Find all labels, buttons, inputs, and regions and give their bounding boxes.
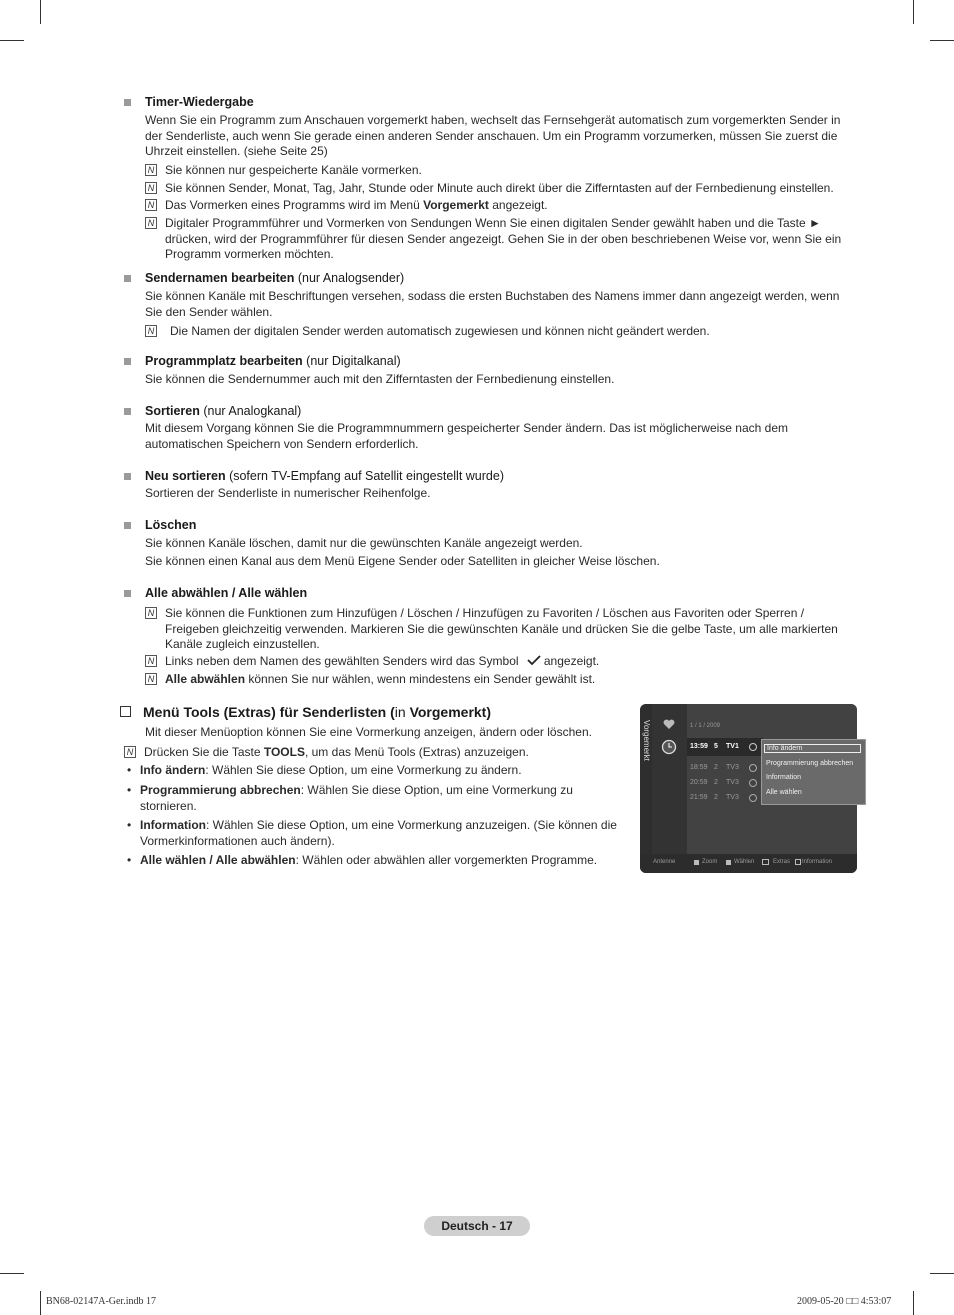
resort-body: Sortieren der Senderliste in numerischer Reihenfolge. <box>145 486 431 500</box>
bullet-square-icon <box>124 408 131 415</box>
tv-row-time: 21:59 <box>690 794 708 801</box>
tools-bullet: • Alle wählen / Alle abwählen: Wählen oder abwählen aller vorgemerkten Programme. <box>127 853 598 867</box>
info-button-icon <box>795 859 801 865</box>
timer-clock-icon <box>749 764 757 772</box>
menu-item-info-aendern[interactable]: Info ändern <box>764 744 861 753</box>
crop-mark <box>0 1273 24 1274</box>
tv-date: 1 / 1 / 2009 <box>690 723 721 729</box>
tools-bullet: • Information: Wählen Sie diese Option, um eine Vormerkung anzuzeigen. (Sie können die Vormerkinformationen auch ändern). <box>127 818 617 848</box>
checkmark-icon <box>527 655 541 666</box>
rename-note: N Die Namen der digitalen Sender werden automatisch zugewiesen und können nicht geändert werden. <box>145 324 860 340</box>
sort-heading: Sortieren (nur Analogkanal) <box>145 404 302 418</box>
tv-row-name: TV3 <box>726 794 739 801</box>
tv-side-label: Vorgemerkt <box>642 720 651 761</box>
note-icon: N <box>145 673 157 685</box>
bullet-square-icon <box>124 275 131 282</box>
crop-mark <box>930 40 954 41</box>
crop-mark <box>913 1291 914 1315</box>
menu-item-information[interactable]: Information <box>766 774 802 781</box>
note-icon: N <box>145 655 157 667</box>
tv-row-time: 13:59 <box>690 743 708 750</box>
crop-mark <box>913 0 914 24</box>
tv-row-name: TV3 <box>726 764 739 771</box>
tv-footer-extras: Extras <box>773 859 791 865</box>
menu-item-programmierung-abbrechen[interactable]: Programmierung abbrechen <box>766 760 854 767</box>
rename-heading: Sendernamen bearbeiten (nur Analogsender) <box>145 271 405 285</box>
tools-note: N Drücken Sie die Taste TOOLS, um das Menü Tools (Extras) anzuzeigen. <box>124 745 629 761</box>
note-icon: N <box>145 164 157 176</box>
selectall-note: N Links neben dem Namen des gewählten Senders wird das Symbol angezeigt. <box>145 654 860 670</box>
progplatz-heading: Programmplatz bearbeiten (nur Digitalkanal) <box>145 354 401 368</box>
tools-section-title: Menü Tools (Extras) für Senderlisten (in Vorgemerkt) <box>120 704 491 720</box>
progplatz-body: Sie können die Sendernummer auch mit den Zifferntasten der Fernbedienung einstellen. <box>145 372 615 386</box>
selectall-note: N Sie können die Funktionen zum Hinzufügen / Löschen / Hinzufügen zu Favoriten / Löschen aus Favoriten oder Sperren / Freigeben gleichzeitig verwenden. Markieren Sie die gewünschten Kanäle und drücken Sie die gelbe Taste, um alle markierten Kanäle zugleich einzustellen. <box>145 606 860 653</box>
tv-row-num: 2 <box>714 779 718 786</box>
note-icon: N <box>145 325 157 337</box>
tools-button-icon <box>762 859 769 865</box>
select-button-icon <box>726 860 731 865</box>
note-icon: N <box>145 199 157 211</box>
rename-body: Sie können Kanäle mit Beschriftungen versehen, sodass die ersten Buchstaben des Namens immer dann angezeigt werden, wenn Sie den Sender wählen. <box>145 289 840 319</box>
crop-mark <box>40 0 41 24</box>
tv-row-name: TV3 <box>726 779 739 786</box>
note-icon: N <box>124 746 136 758</box>
timer-body: Wenn Sie ein Programm zum Anschauen vorgemerkt haben, wechselt das Fernsehgerät automatisch zum vorgemerkten Sender in der Senderliste, auch wenn Sie gerade einen anderen Sender anschauen. Um ein Programm vorzumerken, müssen Sie zuerst die Uhrzeit einstellen. (siehe Seite 25) <box>145 113 841 158</box>
checkbox-square-icon <box>120 706 131 717</box>
tools-body: Mit dieser Menüoption können Sie eine Vormerkung anzeigen, ändern oder löschen. <box>145 725 592 739</box>
menu-item-alle-waehlen[interactable]: Alle wählen <box>766 789 802 796</box>
print-info-right: 2009-05-20 □□ 4:53:07 <box>797 1296 892 1307</box>
tools-popup-menu <box>761 739 866 805</box>
tools-bullet: • Programmierung abbrechen: Wählen Sie diese Option, um eine Vormerkung zu stornieren. <box>127 783 573 813</box>
timer-note: N Digitaler Programmführer und Vormerken von Sendungen Wenn Sie einen digitalen Sender gewählt haben und die Taste ► drücken, wird der Programmführer für diesen Sender angezeigt. Gehen Sie in der oben beschriebenen Weise vor, wenn Sie ein Programm vormerken möchten. <box>145 216 860 263</box>
tv-footer-info: Information <box>802 859 833 865</box>
selectall-note: N Alle abwählen können Sie nur wählen, wenn mindestens ein Sender gewählt ist. <box>145 672 860 688</box>
crop-mark <box>40 1291 41 1315</box>
timer-clock-icon <box>749 779 757 787</box>
delete-body: Sie können Kanäle löschen, damit nur die gewünschten Kanäle angezeigt werden. <box>145 536 583 550</box>
tv-footer-zoom: Zoom <box>702 859 718 865</box>
tv-footer-select: Wählen <box>734 859 755 865</box>
note-icon: N <box>145 217 157 229</box>
note-icon: N <box>145 607 157 619</box>
timer-note: N Sie können Sender, Monat, Tag, Jahr, Stunde oder Minute auch direkt über die Zifferntasten auf der Fernbedienung einstellen. <box>145 181 860 197</box>
timer-heading: Timer-Wiedergabe <box>145 95 254 109</box>
tv-row-time: 18:59 <box>690 764 708 771</box>
page-number: Deutsch - 17 <box>424 1216 530 1236</box>
bullet-square-icon <box>124 590 131 597</box>
heart-icon <box>663 719 675 730</box>
tv-row-name: TV1 <box>726 743 739 750</box>
tv-row-num: 5 <box>714 743 718 750</box>
print-info-left: BN68-02147A-Ger.indb 17 <box>46 1296 156 1307</box>
tv-row-num: 2 <box>714 764 718 771</box>
note-icon: N <box>145 182 157 194</box>
resort-heading: Neu sortieren (sofern TV-Empfang auf Satellit eingestellt wurde) <box>145 469 504 483</box>
bullet-square-icon <box>124 99 131 106</box>
bullet-square-icon <box>124 473 131 480</box>
bullet-square-icon <box>124 522 131 529</box>
tv-footer-antenna: Antenne <box>653 859 676 865</box>
crop-mark <box>0 40 24 41</box>
bullet-square-icon <box>124 358 131 365</box>
selectall-heading: Alle abwählen / Alle wählen <box>145 586 308 600</box>
sort-body: Mit diesem Vorgang können Sie die Programmnummern gespeicherter Sender ändern. Das ist möglicherweise nach dem automatischen Speichern von Sendern erforderlich. <box>145 421 788 451</box>
timer-clock-icon <box>749 743 757 751</box>
crop-mark <box>930 1273 954 1274</box>
clock-icon <box>661 739 677 755</box>
tv-row-num: 2 <box>714 794 718 801</box>
tv-row-time: 20:59 <box>690 779 708 786</box>
delete-heading: Löschen <box>145 518 197 532</box>
timer-note: N Das Vormerken eines Programms wird im Menü Vorgemerkt angezeigt. <box>145 198 860 214</box>
zoom-button-icon <box>694 860 699 865</box>
timer-note: N Sie können nur gespeicherte Kanäle vormerken. <box>145 163 860 179</box>
delete-body: Sie können einen Kanal aus dem Menü Eigene Sender oder Satelliten in gleicher Weise löschen. <box>145 554 660 568</box>
tools-bullet: • Info ändern: Wählen Sie diese Option, um eine Vormerkung zu ändern. <box>127 763 522 777</box>
timer-clock-icon <box>749 794 757 802</box>
